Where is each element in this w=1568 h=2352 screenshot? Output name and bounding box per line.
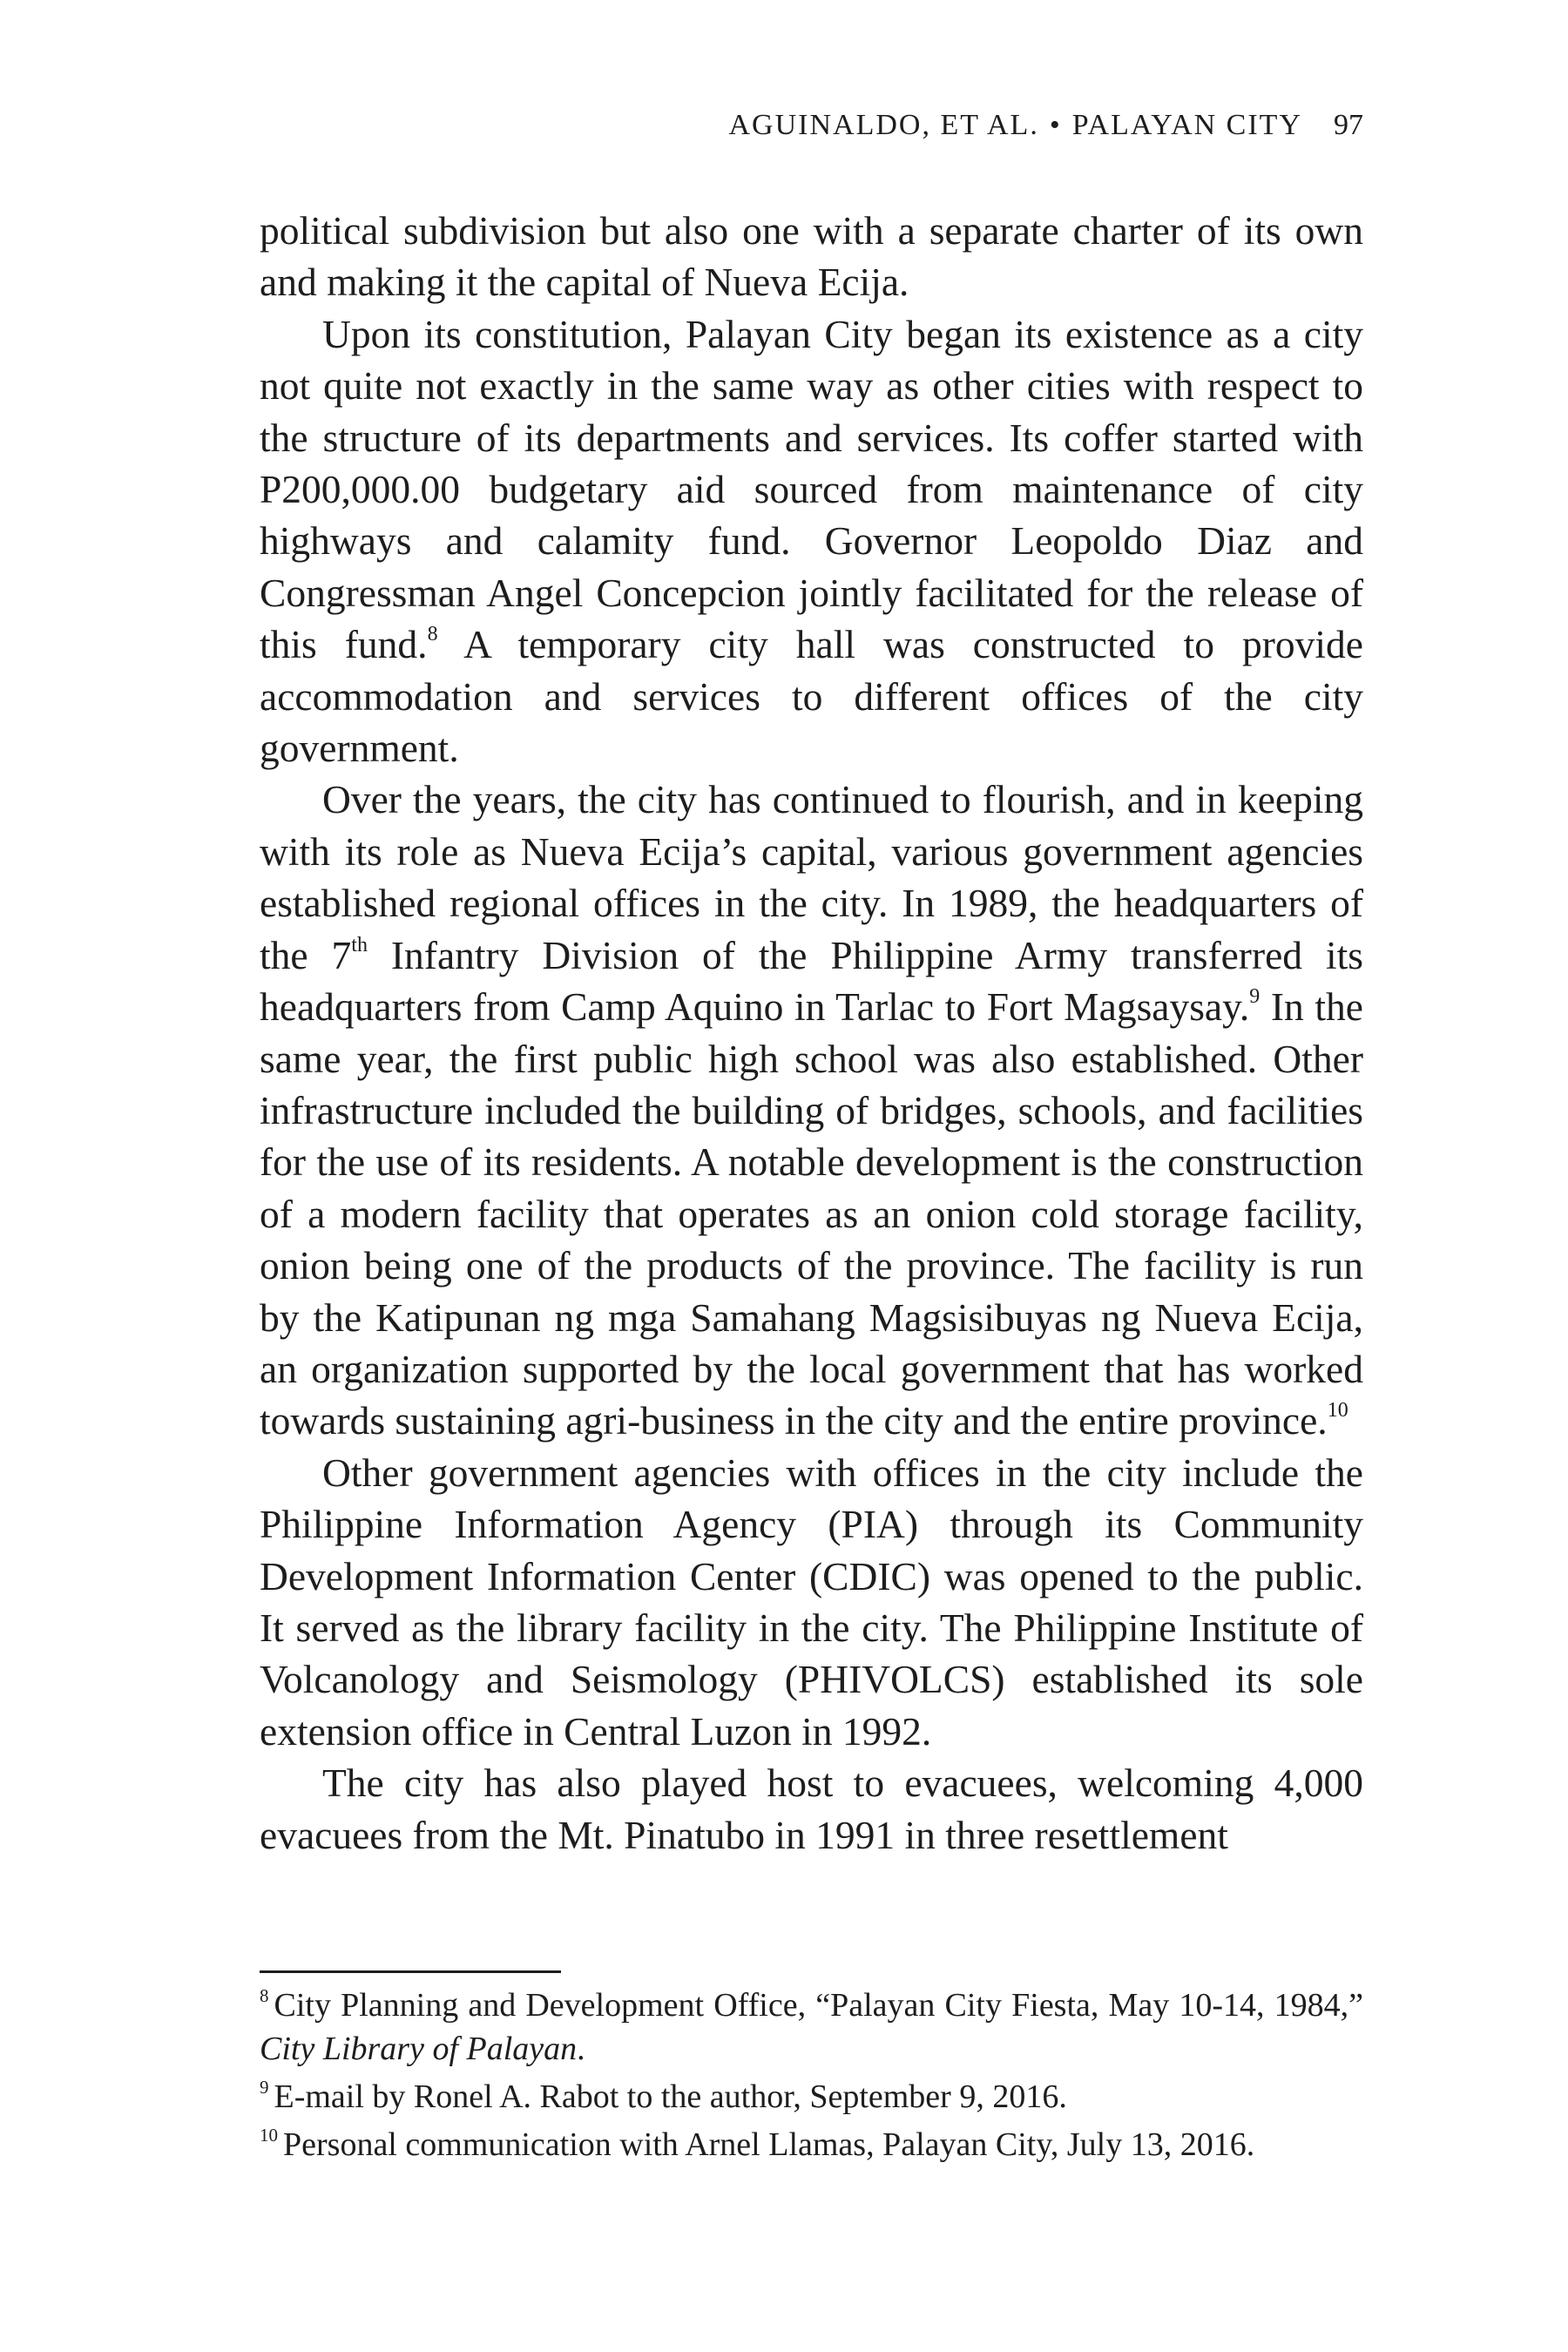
paragraph xyxy=(260,205,1363,308)
text-run: Over the years, the city has continued to flourish, and in keeping with its role as Nueva Ecija’s capital, various government agencies established regional offices in the city. In 1989, the headquarters of the 7 xyxy=(260,777,1363,977)
footnote-separator-rule xyxy=(260,1970,561,1973)
book-page xyxy=(260,0,1363,2352)
footnote-reference: 10 xyxy=(1327,1399,1348,1423)
running-head-authors: AGUINALDO, ET AL. xyxy=(728,109,1039,141)
paragraph xyxy=(260,774,1363,1446)
text-run: E-mail by Ronel A. Rabot to the author, September 9, 2016. xyxy=(274,2078,1067,2115)
page-number: 97 xyxy=(1334,109,1363,141)
footnotes xyxy=(260,1984,1363,2171)
running-head xyxy=(728,105,1363,146)
footnote-reference: th xyxy=(351,933,368,956)
text-run: City Planning and Development Office, “Palayan City Fiesta, May 10-14, 1984,” xyxy=(274,1987,1363,2024)
body-text xyxy=(260,205,1363,1861)
paragraph xyxy=(260,1757,1363,1861)
text-run: Other government agencies with offices in the city include the Philippine Information Agency (PIA) through its Community Development Information Center (CDIC) was opened to the public. It served as the library facility in the city. The Philippine Institute of Volcanology and Seismology (PHIVOLCS) established its sole extension office in Central Luzon in 1992. xyxy=(260,1450,1363,1754)
text-run: A temporary city hall was constructed to provide accommodation and services to different offices of the city government. xyxy=(260,622,1363,771)
footnote-reference: 9 xyxy=(1249,985,1260,1009)
text-run: Personal communication with Arnel Llamas, Palayan City, July 13, 2016. xyxy=(283,2126,1255,2163)
text-run: political subdivision but also one with a separate charter of its own and making it the capital of Nueva Ecija. xyxy=(260,208,1363,305)
footnote-number: 9 xyxy=(260,2077,269,2098)
text-run: Upon its constitution, Palayan City began its existence as a city not quite not exactly in the same way as other cities with respect to the structure of its departments and services. Its coffer started with P200,000.00 budgetary aid sourced from maintenance of city highways and calamity fund. Governor Leopoldo Diaz and Congressman Angel Concepcion jointly facilitated for the release of this fund. xyxy=(260,311,1363,667)
italic-text: City Library of Palayan xyxy=(260,2031,578,2067)
text-run: . xyxy=(577,2031,585,2067)
footnote-reference: 8 xyxy=(427,623,438,646)
text-run: Infantry Division of the Philippine Army transferred its headquarters from Camp Aquino in Tarlac to Fort Magsaysay. xyxy=(260,932,1363,1030)
running-head-place: PALAYAN CITY xyxy=(1071,109,1302,141)
paragraph xyxy=(260,308,1363,774)
footnote xyxy=(260,2123,1363,2166)
footnote xyxy=(260,2075,1363,2119)
footnote-number: 8 xyxy=(260,1985,269,2006)
footnote-number: 10 xyxy=(260,2125,278,2146)
paragraph xyxy=(260,1447,1363,1757)
footnote xyxy=(260,1984,1363,2071)
text-run: In the same year, the first public high school was also established. Other infrastructure included the building of bridges, schools, and facilities for the use of its residents. A notable development is the construction of a modern facility that operates as an onion cold storage facility, onion being one of the products of the province. The facility is run by the Katipunan ng mga Samahang Magsisibuyas ng Nueva Ecija, an organization supported by the local government that has worked towards sustaining agri-business in the city and the entire province. xyxy=(260,984,1363,1443)
running-head-separator: • xyxy=(1049,109,1062,141)
text-run: The city has also played host to evacuees, welcoming 4,000 evacuees from the Mt. Pinatubo in 1991 in three resettlement xyxy=(260,1761,1363,1857)
